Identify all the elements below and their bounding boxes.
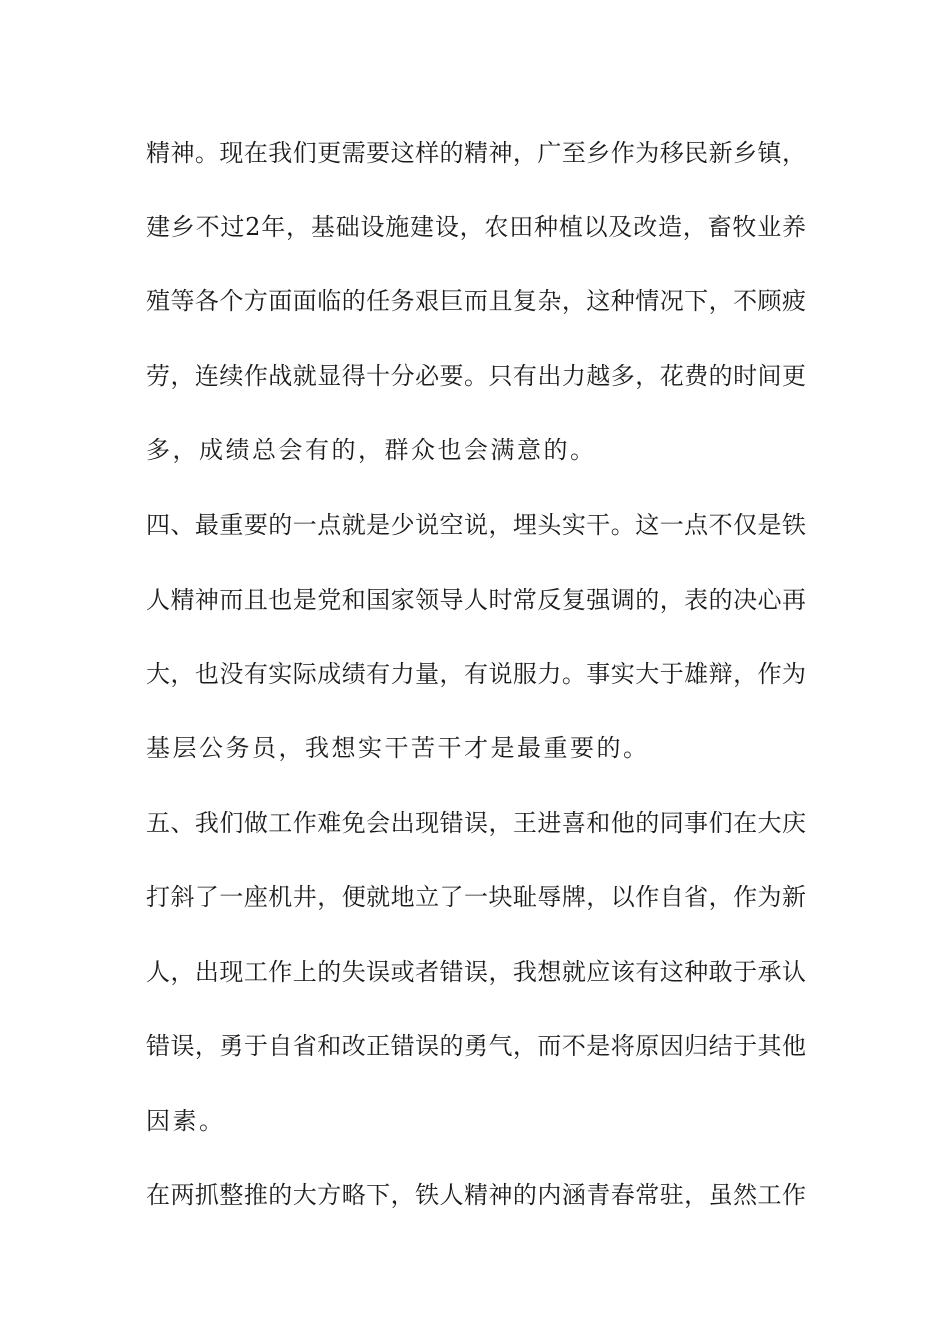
text-line: 基层公务员，我想实干苦干才是最重要的。 [146,734,650,762]
text-line: 建乡不过2年，基础设施建设，农田种植以及改造，畜牧业养 [146,213,806,241]
text-line: 四、最重要的一点就是少说空说，埋头实干。这一点不仅是铁 [146,511,806,539]
text-line: 打斜了一座机井，便就地立了一块耻辱牌，以作自省，作为新 [146,883,806,911]
text-line: 大，也没有实际成绩有力量，有说服力。事实大于雄辩，作为 [146,660,806,688]
text-line: 殖等各个方面面临的任务艰巨而且复杂，这种情况下，不顾疲 [146,287,806,315]
text-line: 人，出现工作上的失误或者错误，我想就应该有这种敢于承认 [146,958,806,986]
text-line: 人精神而且也是党和国家领导人时常反复强调的，表的决心再 [146,586,806,614]
text-line: 因素。 [146,1107,226,1135]
text-line: 多，成绩总会有的，群众也会满意的。 [146,436,597,464]
text-line: 五、我们做工作难免会出现错误，王进喜和他的同事们在大庆 [146,809,806,837]
text-line: 劳，连续作战就显得十分必要。只有出力越多，花费的时间更 [146,362,806,390]
text-line: 精神。现在我们更需要这样的精神，广至乡作为移民新乡镇， [146,139,806,167]
text-line: 在两抓整推的大方略下，铁人精神的内涵青春常驻，虽然工作 [146,1181,806,1209]
text-line: 错误，勇于自省和改正错误的勇气，而不是将原因归结于其他 [146,1032,806,1060]
